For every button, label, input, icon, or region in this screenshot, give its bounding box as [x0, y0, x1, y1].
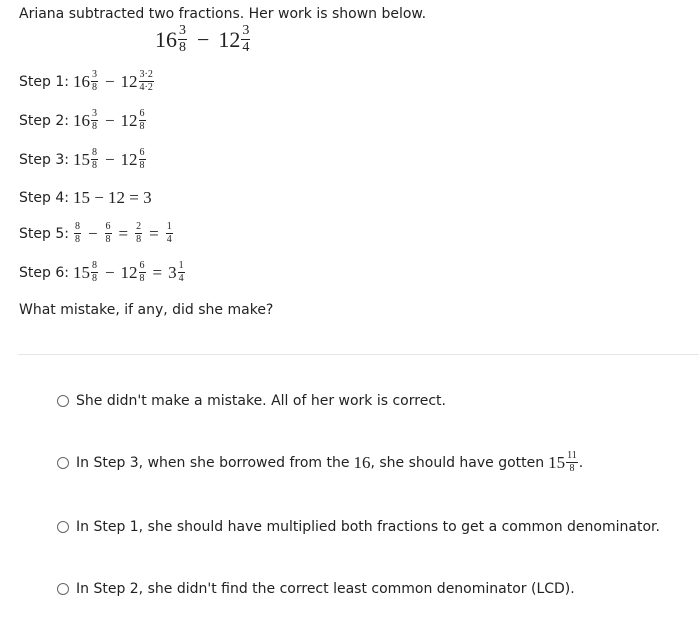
- problem-fraction-1: 3 8: [179, 23, 186, 55]
- problem-minus: −: [197, 26, 210, 52]
- step-1-fraction-1: 3 8: [91, 69, 97, 93]
- step-1: Step 1: 16 3 8 − 12 3·2 4·2: [19, 69, 153, 93]
- step-5: Step 5: 8 8 − 6 8 = 2 8 = 1 4: [19, 221, 172, 245]
- step-6-fraction-3: 1 4: [178, 260, 184, 284]
- step-5-fraction-3: 2 8: [136, 221, 142, 245]
- step-5-fraction-2: 6 8: [105, 221, 111, 245]
- step-2-fraction-1: 3 8: [91, 108, 97, 132]
- problem-fraction-2: 3 4: [242, 23, 250, 55]
- problem-whole-2: 12: [218, 26, 241, 52]
- option-number: 16: [353, 452, 371, 472]
- step-5-fraction-1: 8 8: [74, 221, 80, 245]
- radio-button[interactable]: [57, 583, 69, 595]
- option-label: In Step 1, she should have multiplied both fractions to get a common denominator.: [76, 519, 660, 535]
- step-3: Step 3: 15 8 8 − 12 6 8: [19, 147, 145, 171]
- radio-button[interactable]: [57, 521, 69, 533]
- intro-text: Ariana subtracted two fractions. Her work is shown below.: [19, 6, 427, 22]
- radio-button[interactable]: [57, 395, 69, 407]
- step-6: Step 6: 15 8 8 − 12 6 8 = 3 1 4: [19, 260, 184, 284]
- step-6-fraction-1: 8 8: [91, 260, 97, 284]
- divider: [18, 354, 699, 355]
- step-2-fraction-2: 6 8: [139, 108, 145, 132]
- option-label-pre: In Step 3, when she borrowed from the: [76, 454, 350, 471]
- radio-button[interactable]: [57, 457, 69, 469]
- step-4: Step 4: 15 − 12 = 3: [19, 188, 152, 207]
- answer-option-4[interactable]: [57, 581, 575, 597]
- step-3-fraction-2: 6 8: [139, 147, 145, 171]
- answer-option-3[interactable]: [57, 519, 660, 535]
- option-whole: 15: [548, 452, 566, 472]
- problem-expression: [155, 24, 251, 55]
- option-label-mid: , she should have gotten: [370, 454, 545, 471]
- answer-option-1[interactable]: [57, 393, 446, 409]
- option-fraction: 11 8: [567, 450, 577, 474]
- step-6-fraction-2: 6 8: [139, 260, 145, 284]
- step-1-fraction-2: 3·2 4·2: [139, 69, 153, 93]
- problem-whole-1: 16: [155, 26, 177, 52]
- step-2: Step 2: 16 3 8 − 12 6 8: [19, 108, 145, 132]
- step-5-fraction-4: 1 4: [166, 221, 172, 245]
- question-text: What mistake, if any, did she make?: [19, 302, 274, 318]
- answer-option-2[interactable]: In Step 3, when she borrowed from the 16 , she should have gotten 15 11 8 .: [57, 451, 583, 474]
- option-label: In Step 2, she didn't find the correct least common denominator (LCD).: [76, 581, 575, 597]
- step-3-fraction-1: 8 8: [91, 147, 97, 171]
- step-4-expression: 15 − 12 = 3: [72, 188, 152, 207]
- option-label: She didn't make a mistake. All of her work is correct.: [76, 393, 446, 409]
